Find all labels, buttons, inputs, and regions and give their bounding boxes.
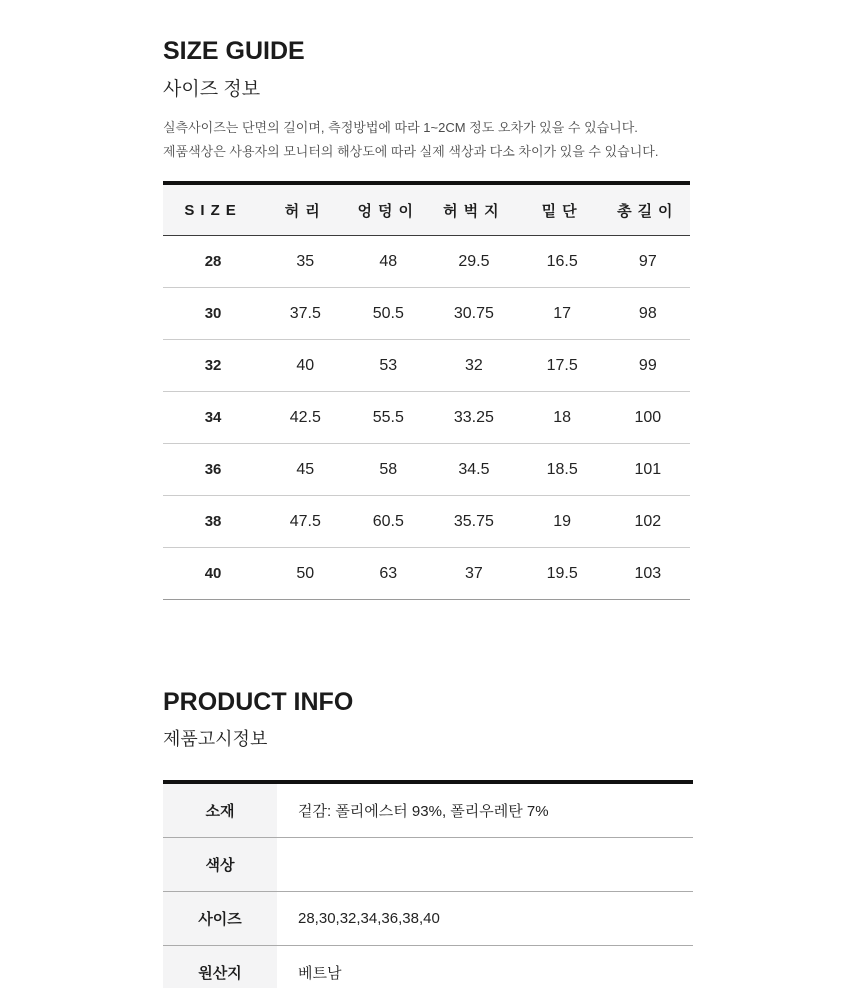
cell-total-length: 98 xyxy=(606,288,690,340)
size-value: 28,30,32,34,36,38,40 xyxy=(277,892,693,946)
cell-waist: 42.5 xyxy=(263,392,347,444)
cell-size: 36 xyxy=(163,444,263,496)
size-guide-section xyxy=(163,0,693,600)
product-info-row-size xyxy=(163,892,693,946)
size-table-header-row xyxy=(163,183,690,236)
cell-thigh: 35.75 xyxy=(429,496,519,548)
material-value: 겉감: 폴리에스터 93%, 폴리우레탄 7% xyxy=(277,782,693,838)
cell-hem: 18 xyxy=(519,392,606,444)
cell-size: 34 xyxy=(163,392,263,444)
cell-hem: 18.5 xyxy=(519,444,606,496)
cell-waist: 40 xyxy=(263,340,347,392)
cell-hip: 63 xyxy=(347,548,429,600)
cell-hip: 50.5 xyxy=(347,288,429,340)
color-label: 색상 xyxy=(163,838,277,892)
cell-hem: 19 xyxy=(519,496,606,548)
cell-total-length: 99 xyxy=(606,340,690,392)
cell-hip: 55.5 xyxy=(347,392,429,444)
size-table-row-40 xyxy=(163,548,690,600)
cell-size: 32 xyxy=(163,340,263,392)
cell-thigh: 34.5 xyxy=(429,444,519,496)
cell-total-length: 97 xyxy=(606,236,690,288)
cell-hem: 19.5 xyxy=(519,548,606,600)
size-guide-note-color: 제품색상은 사용자의 모니터의 해상도에 따라 실제 색상과 다소 차이가 있을 수 있습니다. xyxy=(163,144,659,159)
cell-hem: 17.5 xyxy=(519,340,606,392)
product-info-row-origin xyxy=(163,946,693,988)
cell-hip: 48 xyxy=(347,236,429,288)
content-column xyxy=(163,0,693,988)
cell-waist: 35 xyxy=(263,236,347,288)
cell-total-length: 102 xyxy=(606,496,690,548)
size-table-row-34 xyxy=(163,392,690,444)
product-info-row-color xyxy=(163,838,693,892)
cell-waist: 47.5 xyxy=(263,496,347,548)
size-table-row-36 xyxy=(163,444,690,496)
cell-total-length: 101 xyxy=(606,444,690,496)
size-table-header-waist: 허리 xyxy=(263,183,347,236)
cell-hip: 53 xyxy=(347,340,429,392)
cell-thigh: 32 xyxy=(429,340,519,392)
cell-thigh: 29.5 xyxy=(429,236,519,288)
size-table-row-28 xyxy=(163,236,690,288)
size-table-header-total-length: 총길이 xyxy=(606,183,690,236)
product-info-row-material xyxy=(163,782,693,838)
size-table xyxy=(163,181,690,600)
size-table-header-hip: 엉덩이 xyxy=(347,183,429,236)
cell-waist: 50 xyxy=(263,548,347,600)
cell-hem: 16.5 xyxy=(519,236,606,288)
cell-total-length: 103 xyxy=(606,548,690,600)
cell-total-length: 100 xyxy=(606,392,690,444)
size-guide-note-measure: 실측사이즈는 단면의 길이며, 측정방법에 따라 1~2CM 정도 오차가 있을 수 있습니다. xyxy=(163,120,638,135)
origin-value: 베트남 xyxy=(277,946,693,988)
cell-size: 40 xyxy=(163,548,263,600)
size-table-row-32 xyxy=(163,340,690,392)
product-info-section xyxy=(163,600,693,988)
cell-hip: 60.5 xyxy=(347,496,429,548)
size-guide-subtitle: 사이즈 정보 xyxy=(163,79,261,100)
size-table-header-thigh: 허벅지 xyxy=(429,183,519,236)
product-info-table xyxy=(163,780,693,988)
cell-hip: 58 xyxy=(347,444,429,496)
size-label: 사이즈 xyxy=(163,892,277,946)
size-table-row-30 xyxy=(163,288,690,340)
cell-waist: 37.5 xyxy=(263,288,347,340)
material-label: 소재 xyxy=(163,782,277,838)
cell-size: 38 xyxy=(163,496,263,548)
product-info-title: PRODUCT INFO xyxy=(163,688,354,716)
cell-size: 30 xyxy=(163,288,263,340)
size-guide-notes xyxy=(163,116,693,164)
origin-label: 원산지 xyxy=(163,946,277,988)
size-table-header-size: SIZE xyxy=(163,183,263,236)
cell-hem: 17 xyxy=(519,288,606,340)
cell-size: 28 xyxy=(163,236,263,288)
size-guide-title: SIZE GUIDE xyxy=(163,37,305,65)
size-table-header-hem: 밑단 xyxy=(519,183,606,236)
size-table-row-38 xyxy=(163,496,690,548)
cell-thigh: 33.25 xyxy=(429,392,519,444)
cell-thigh: 37 xyxy=(429,548,519,600)
size-guide-heading xyxy=(163,0,693,101)
cell-waist: 45 xyxy=(263,444,347,496)
cell-thigh: 30.75 xyxy=(429,288,519,340)
product-info-heading xyxy=(163,600,693,751)
color-value xyxy=(277,838,693,892)
product-info-subtitle: 제품고시정보 xyxy=(163,729,268,749)
